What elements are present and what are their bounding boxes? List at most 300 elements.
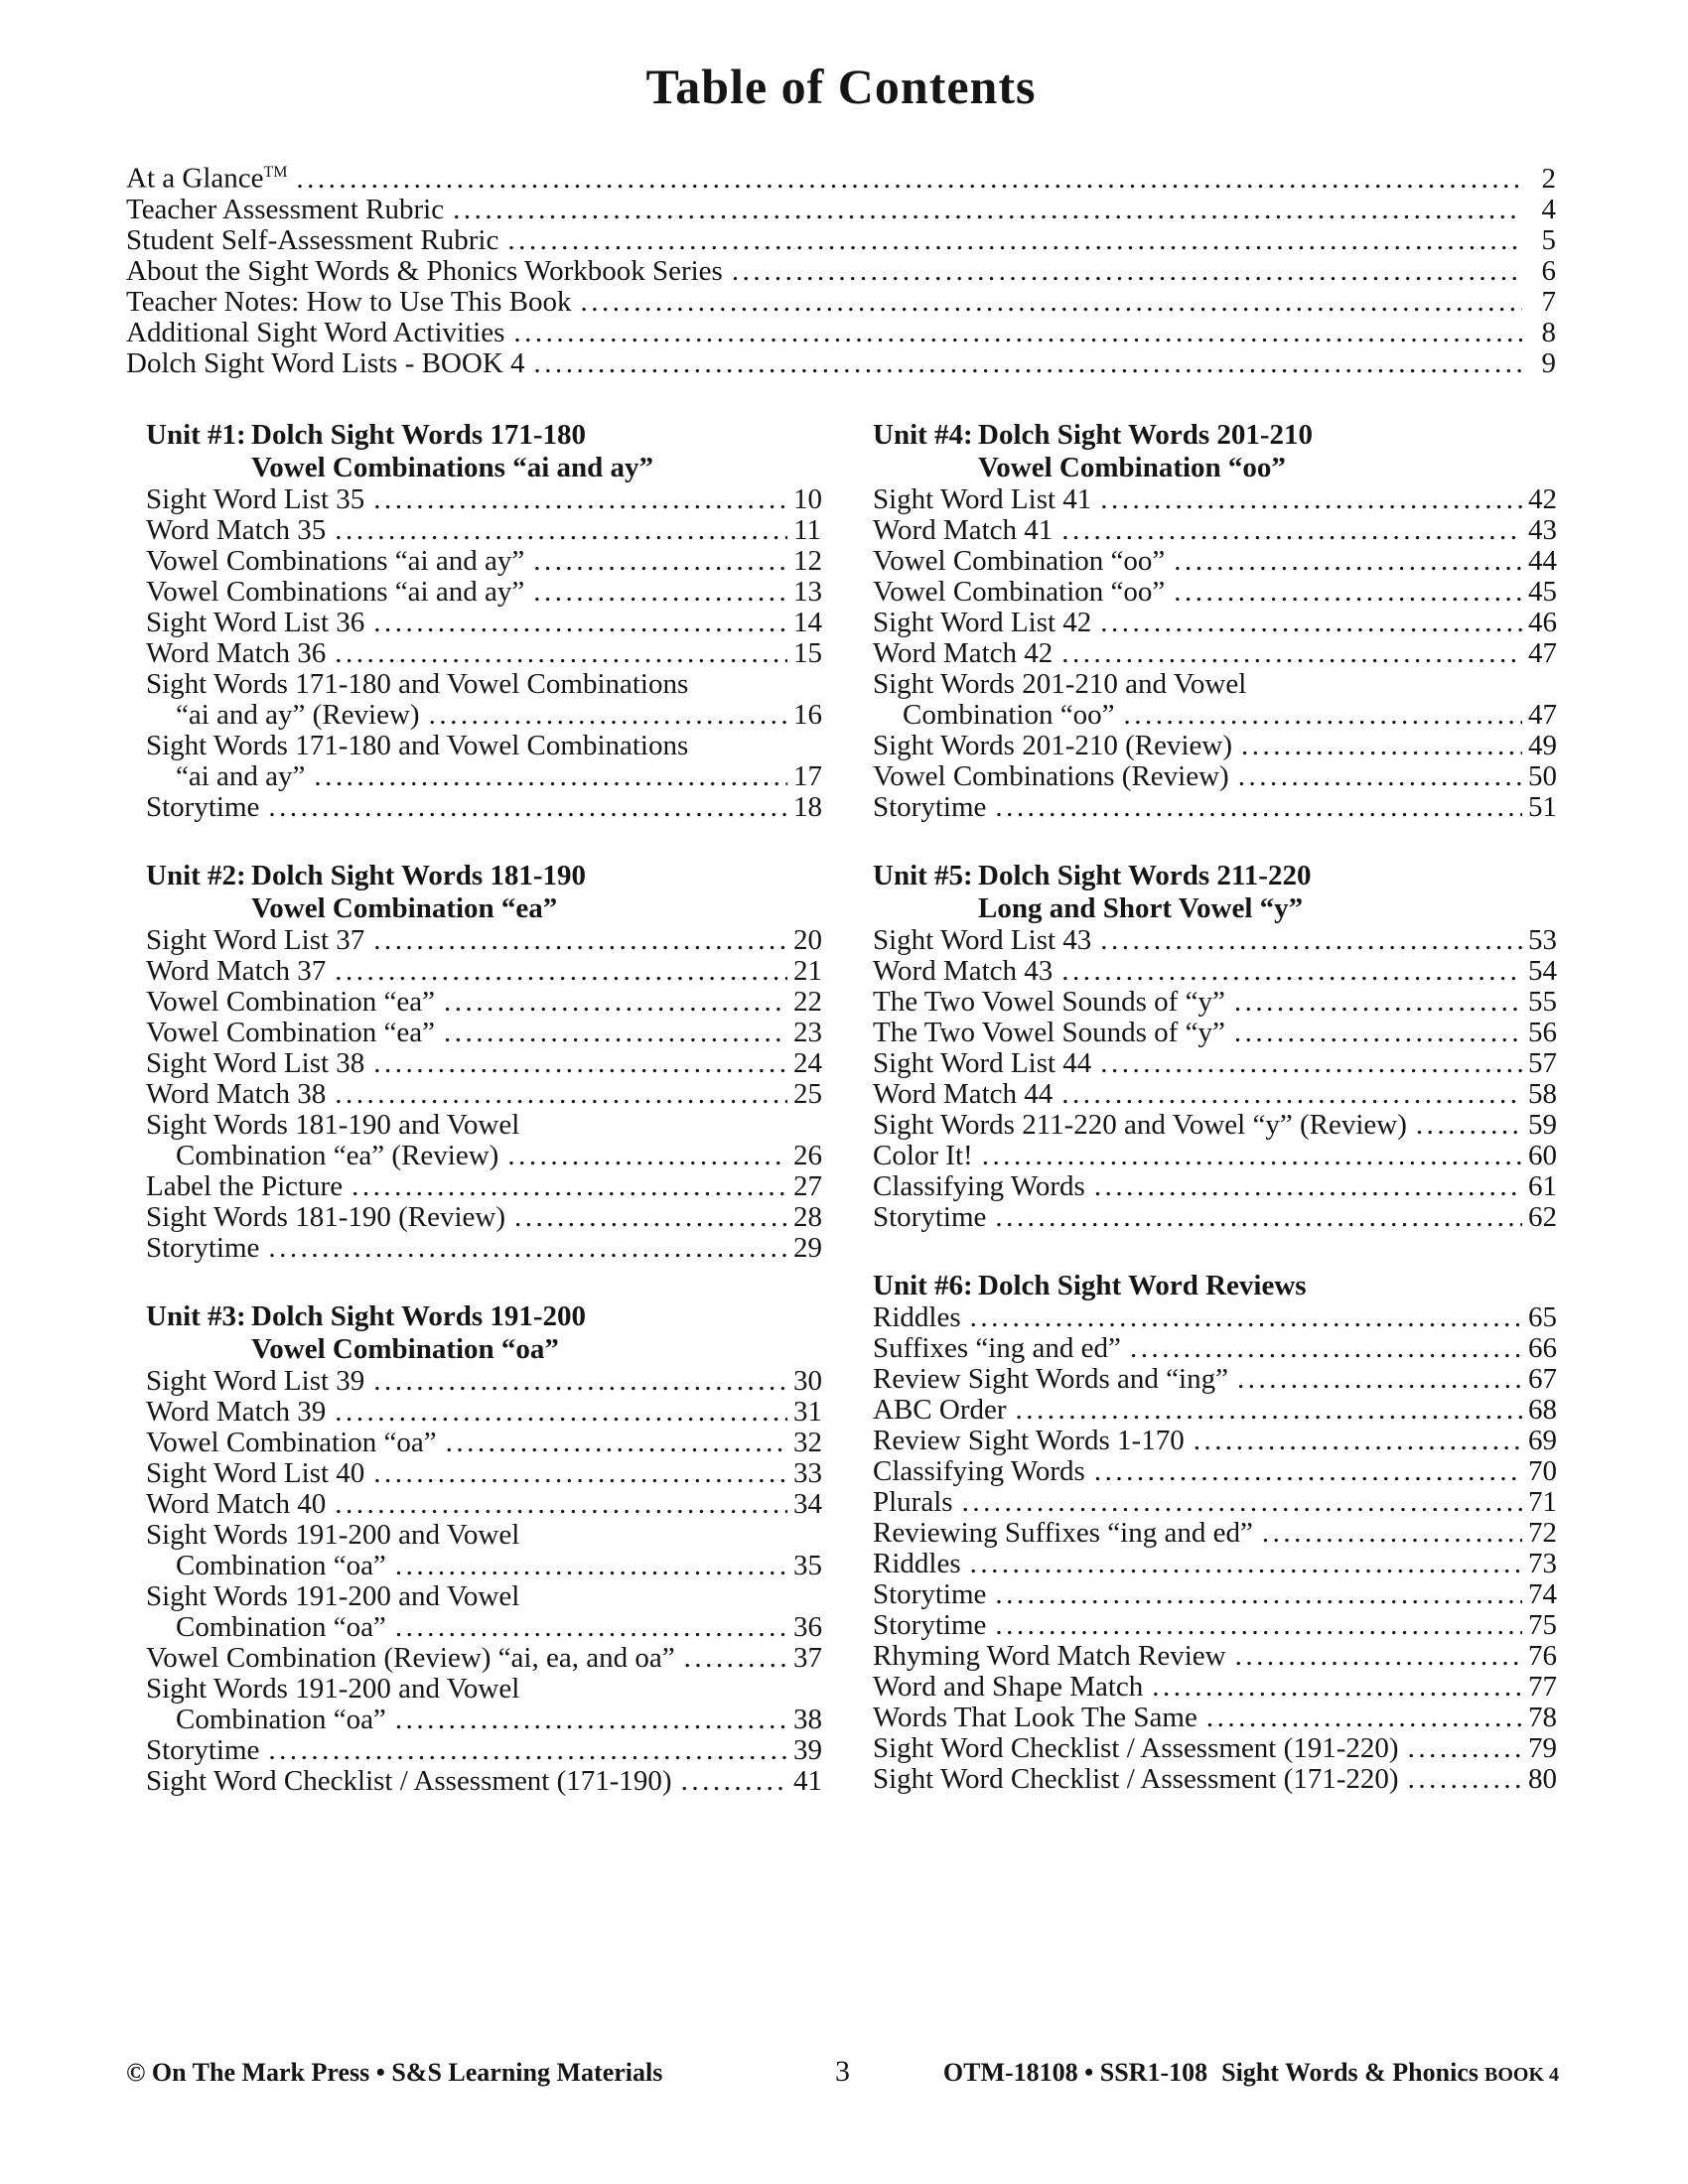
entry-label: ABC Order — [873, 1393, 1007, 1426]
entry-page-number: 17 — [793, 759, 822, 792]
dot-leader — [1206, 1703, 1522, 1733]
dot-leader — [507, 1141, 787, 1171]
entry-page-number: 38 — [793, 1703, 822, 1735]
entry-label: Vowel Combinations (Review) — [873, 759, 1229, 792]
toc-entry — [873, 925, 1556, 956]
unit-id: Unit #6: — [873, 1269, 973, 1301]
entry-label: Riddles — [873, 1547, 961, 1579]
entry-label: Vowel Combination “oa” — [146, 1426, 437, 1458]
dot-leader — [429, 700, 787, 731]
entry-label: Sight Word List 39 — [146, 1364, 365, 1397]
entry-page-number: 51 — [1528, 790, 1557, 823]
dot-leader — [1408, 1733, 1522, 1764]
unit-title-line1: Dolch Sight Words 191-200 — [251, 1299, 587, 1332]
entry-page-number: 74 — [1528, 1577, 1557, 1610]
dot-leader — [296, 164, 1522, 195]
dot-leader — [514, 1202, 787, 1233]
toc-entry — [873, 669, 1556, 700]
entry-label: Combination “oa” — [176, 1549, 386, 1581]
toc-entry — [873, 1395, 1556, 1426]
entry-page-number: 70 — [1528, 1454, 1557, 1487]
entry-label: Word Match 37 — [146, 954, 327, 987]
toc-entry — [126, 195, 1556, 225]
entry-page-number: 7 — [1541, 285, 1556, 318]
dot-leader — [314, 761, 787, 792]
unit-section — [146, 1300, 821, 1797]
dot-leader — [1016, 1395, 1522, 1426]
entry-label: Sight Word Checklist / Assessment (171-220) — [873, 1762, 1399, 1795]
entry-page-number: 79 — [1528, 1731, 1557, 1764]
toc-entry — [146, 1397, 821, 1428]
toc-entry — [873, 1549, 1556, 1579]
footer-book-label: BOOK 4 — [1483, 2064, 1559, 2086]
entry-page-number: 69 — [1528, 1424, 1557, 1456]
footer-code: OTM-18108 • SSR1-108 — [942, 2058, 1208, 2087]
footer-imprint — [903, 2058, 1560, 2088]
toc-entry — [873, 577, 1556, 608]
dot-leader — [444, 987, 787, 1018]
entry-page-number: 21 — [793, 954, 822, 987]
entry-page-number: 35 — [793, 1549, 822, 1581]
toc-entry — [146, 1366, 821, 1397]
toc-entry — [146, 956, 821, 987]
entry-label: Sight Words 191-200 and Vowel — [146, 1672, 520, 1705]
dot-leader — [1100, 925, 1522, 956]
entry-label: Sight Words 171-180 and Vowel Combinations — [146, 729, 689, 761]
toc-entry — [146, 1674, 821, 1705]
entry-page-number: 5 — [1541, 223, 1556, 256]
dot-leader — [995, 1202, 1522, 1233]
dot-leader — [268, 1735, 787, 1766]
dot-leader — [1061, 515, 1522, 546]
dot-leader — [1237, 1364, 1522, 1395]
toc-entry — [126, 348, 1556, 379]
entry-page-number: 71 — [1528, 1485, 1557, 1518]
dot-leader — [1234, 1018, 1522, 1048]
unit-title-line2: Vowel Combination “oo” — [978, 451, 1286, 483]
dot-leader — [580, 287, 1522, 318]
entry-page-number: 77 — [1528, 1670, 1557, 1703]
entry-page-number: 44 — [1528, 544, 1557, 577]
dot-leader — [1100, 608, 1522, 638]
entry-page-number: 59 — [1528, 1108, 1557, 1141]
toc-entry — [146, 608, 821, 638]
entry-label: The Two Vowel Sounds of “y” — [873, 1016, 1225, 1048]
dot-leader — [1061, 1079, 1522, 1110]
toc-entry — [873, 1302, 1556, 1333]
toc-entry — [146, 638, 821, 669]
page-title: Table of Contents — [645, 59, 1037, 114]
dot-leader — [1152, 1672, 1522, 1703]
dot-leader — [453, 195, 1522, 225]
entry-page-number: 26 — [793, 1139, 822, 1171]
entry-page-number: 43 — [1528, 513, 1557, 546]
toc-entry — [873, 546, 1556, 577]
dot-leader — [533, 546, 787, 577]
entry-page-number: 47 — [1528, 698, 1557, 731]
toc-entry — [873, 638, 1556, 669]
dot-leader — [373, 1048, 787, 1079]
entry-label: Sight Word List 36 — [146, 606, 365, 638]
entry-label: Word Match 44 — [873, 1077, 1054, 1110]
entry-label: Sight Word List 38 — [146, 1046, 365, 1079]
unit-title-line1: Dolch Sight Words 201-210 — [978, 418, 1314, 451]
toc-entry — [873, 1202, 1556, 1233]
dot-leader — [1174, 577, 1522, 608]
toc-entry — [146, 1171, 821, 1202]
dot-leader — [1235, 1641, 1522, 1672]
dot-leader — [995, 1579, 1522, 1610]
entry-page-number: 11 — [793, 513, 821, 546]
entry-page-number: 24 — [793, 1046, 822, 1079]
dot-leader — [1416, 1110, 1522, 1141]
toc-entry — [873, 1610, 1556, 1641]
toc-entry — [146, 1233, 821, 1264]
dot-leader — [1094, 1171, 1522, 1202]
toc-entry — [126, 318, 1556, 348]
entry-label: At a Glance™ — [126, 162, 288, 195]
entry-label: Sight Words 171-180 and Vowel Combinations — [146, 667, 689, 700]
entry-page-number: 27 — [793, 1169, 822, 1202]
toc-entry — [873, 608, 1556, 638]
entry-page-number: 65 — [1528, 1300, 1557, 1333]
entry-label: Word Match 43 — [873, 954, 1054, 987]
toc-entry — [146, 546, 821, 577]
dot-leader — [373, 925, 787, 956]
toc-page — [126, 58, 1556, 1797]
unit-title-line2: Vowel Combination “ea” — [251, 891, 558, 924]
entry-label: Sight Word List 35 — [146, 482, 365, 515]
entry-label: Teacher Assessment Rubric — [126, 193, 445, 225]
entry-page-number: 41 — [793, 1764, 822, 1797]
dot-leader — [373, 608, 787, 638]
toc-entry — [873, 1364, 1556, 1395]
dot-leader — [395, 1705, 787, 1735]
entry-page-number: 30 — [793, 1364, 822, 1397]
dot-leader — [982, 1141, 1522, 1171]
toc-entry — [126, 256, 1556, 287]
dot-leader — [335, 515, 787, 546]
entry-label: Sight Word Checklist / Assessment (171-190) — [146, 1764, 672, 1797]
toc-entry — [873, 1579, 1556, 1610]
toc-entry — [873, 1641, 1556, 1672]
entry-label: Vowel Combination “oo” — [873, 544, 1166, 577]
entry-label: Vowel Combination “ea” — [146, 985, 436, 1018]
toc-entry — [146, 1643, 821, 1674]
toc-entry — [146, 761, 821, 792]
dot-leader — [268, 792, 787, 823]
unit-id: Unit #1: — [146, 418, 246, 451]
toc-entry — [873, 515, 1556, 546]
toc-entry — [146, 1428, 821, 1458]
dot-leader — [335, 1079, 787, 1110]
footer-page-number: 3 — [835, 2055, 850, 2088]
dot-leader — [1100, 484, 1522, 515]
entry-page-number: 25 — [793, 1077, 822, 1110]
toc-entry — [873, 1456, 1556, 1487]
unit-heading — [146, 419, 821, 484]
entry-page-number: 33 — [793, 1456, 822, 1489]
toc-entry — [873, 1171, 1556, 1202]
unit-section — [873, 860, 1556, 1233]
entry-label: Word Match 39 — [146, 1395, 327, 1428]
entry-page-number: 28 — [793, 1200, 822, 1233]
unit-id: Unit #2: — [146, 859, 246, 891]
unit-id: Unit #3: — [146, 1299, 246, 1332]
entry-label: Vowel Combination “ea” — [146, 1016, 436, 1048]
entry-page-number: 22 — [793, 985, 822, 1018]
entry-page-number: 62 — [1528, 1200, 1557, 1233]
dot-leader — [335, 956, 787, 987]
toc-entry — [146, 1458, 821, 1489]
dot-leader — [268, 1233, 787, 1264]
entry-label: Sight Word List 42 — [873, 606, 1092, 638]
entry-label: Classifying Words — [873, 1454, 1085, 1487]
entry-label: Sight Words 211-220 and Vowel “y” (Review) — [873, 1108, 1407, 1141]
entry-page-number: 32 — [793, 1426, 822, 1458]
entry-page-number: 68 — [1528, 1393, 1557, 1426]
entry-page-number: 39 — [793, 1733, 822, 1766]
dot-leader — [533, 577, 787, 608]
toc-entry — [146, 1735, 821, 1766]
footer — [126, 2055, 1559, 2089]
entry-label: Label the Picture — [146, 1169, 344, 1202]
unit-title-line1: Dolch Sight Word Reviews — [978, 1269, 1307, 1301]
entry-page-number: 15 — [793, 636, 822, 669]
dot-leader — [732, 256, 1522, 287]
toc-entry — [873, 1672, 1556, 1703]
dot-leader — [995, 1610, 1522, 1641]
entry-label: Word Match 41 — [873, 513, 1054, 546]
entry-page-number: 18 — [793, 790, 822, 823]
unit-title-line1: Dolch Sight Words 171-180 — [251, 418, 587, 451]
dot-leader — [1408, 1764, 1522, 1795]
toc-entry — [873, 1764, 1556, 1795]
toc-entry — [873, 1333, 1556, 1364]
unit-heading — [146, 860, 821, 925]
unit-title-line2: Vowel Combination “oa” — [251, 1332, 559, 1365]
entry-label: Additional Sight Word Activities — [126, 316, 505, 348]
toc-entry — [146, 515, 821, 546]
unit-title-line1: Dolch Sight Words 211-220 — [978, 859, 1312, 891]
entry-label: Sight Word List 37 — [146, 923, 365, 956]
dot-leader — [1241, 731, 1522, 761]
dot-leader — [995, 792, 1522, 823]
toc-entry — [146, 484, 821, 515]
unit-title-line2: Long and Short Vowel “y” — [978, 891, 1304, 924]
unit-title-line1: Dolch Sight Words 181-190 — [251, 859, 587, 891]
footer-series: Sight Words & Phonics — [1221, 2058, 1478, 2087]
toc-entry — [146, 1612, 821, 1643]
entry-page-number: 66 — [1528, 1331, 1557, 1364]
entry-page-number: 23 — [793, 1016, 822, 1048]
unit-section — [146, 419, 821, 823]
dot-leader — [1194, 1426, 1522, 1456]
toc-entry — [146, 1581, 821, 1612]
entry-page-number: 56 — [1528, 1016, 1557, 1048]
entry-page-number: 61 — [1528, 1169, 1557, 1202]
unit-heading — [873, 1270, 1556, 1302]
dot-leader — [395, 1612, 787, 1643]
dot-leader — [1061, 956, 1522, 987]
entry-page-number: 75 — [1528, 1608, 1557, 1641]
entry-label: Vowel Combination (Review) “ai, ea, and oa” — [146, 1641, 675, 1674]
toc-columns — [126, 419, 1556, 1797]
entry-label: Storytime — [873, 790, 987, 823]
dot-leader — [1262, 1518, 1522, 1549]
entry-label: The Two Vowel Sounds of “y” — [873, 985, 1225, 1018]
entry-page-number: 14 — [793, 606, 822, 638]
footer-copyright: © On The Mark Press • S&S Learning Materials — [126, 2058, 663, 2087]
entry-label: Teacher Notes: How to Use This Book — [126, 285, 572, 318]
entry-label: Words That Look The Same — [873, 1701, 1197, 1733]
toc-entry — [146, 792, 821, 823]
entry-label: Dolch Sight Word Lists - BOOK 4 — [126, 346, 525, 379]
toc-entry — [146, 1079, 821, 1110]
entry-page-number: 37 — [793, 1641, 822, 1674]
dot-leader — [395, 1551, 787, 1581]
toc-entry — [873, 1141, 1556, 1171]
entry-page-number: 20 — [793, 923, 822, 956]
dot-leader — [513, 318, 1522, 348]
entry-label: Combination “oa” — [176, 1703, 386, 1735]
dot-leader — [534, 348, 1522, 379]
entry-label: Sight Word List 43 — [873, 923, 1092, 956]
entry-page-number: 49 — [1528, 729, 1557, 761]
toc-entry — [873, 731, 1556, 761]
dot-leader — [1174, 546, 1522, 577]
entry-label: Sight Word List 40 — [146, 1456, 365, 1489]
toc-entry — [873, 1733, 1556, 1764]
entry-label: Sight Word List 41 — [873, 482, 1092, 515]
toc-entry — [146, 1489, 821, 1520]
unit-heading — [146, 1300, 821, 1366]
entry-label: Sight Words 201-210 (Review) — [873, 729, 1233, 761]
entry-page-number: 54 — [1528, 954, 1557, 987]
trademark-superscript: TM — [263, 164, 288, 181]
toc-entry — [873, 1703, 1556, 1733]
entry-label: Word Match 35 — [146, 513, 327, 546]
entry-page-number: 13 — [793, 575, 822, 608]
dot-leader — [962, 1487, 1522, 1518]
toc-entry — [126, 287, 1556, 318]
toc-entry — [146, 577, 821, 608]
unit-title-line2: Vowel Combinations “ai and ay” — [251, 451, 654, 483]
unit-id: Unit #5: — [873, 859, 973, 891]
entry-label: Word Match 38 — [146, 1077, 327, 1110]
entry-page-number: 46 — [1528, 606, 1557, 638]
toc-entry — [146, 987, 821, 1018]
entry-page-number: 36 — [793, 1610, 822, 1643]
entry-page-number: 16 — [793, 698, 822, 731]
toc-entry — [873, 987, 1556, 1018]
entry-label: Reviewing Suffixes “ing and ed” — [873, 1516, 1253, 1549]
column-gap — [821, 419, 873, 1797]
entry-page-number: 9 — [1541, 346, 1556, 379]
entry-page-number: 73 — [1528, 1547, 1557, 1579]
entry-label: Word Match 36 — [146, 636, 327, 669]
entry-label: Word and Shape Match — [873, 1670, 1144, 1703]
entry-label: Storytime — [873, 1577, 987, 1610]
entry-label: Storytime — [146, 1733, 260, 1766]
entry-page-number: 42 — [1528, 482, 1557, 515]
entry-label: Combination “oa” — [176, 1610, 386, 1643]
dot-leader — [681, 1766, 787, 1797]
dot-leader — [684, 1643, 787, 1674]
entry-page-number: 12 — [793, 544, 822, 577]
entry-page-number: 57 — [1528, 1046, 1557, 1079]
entry-page-number: 34 — [793, 1487, 822, 1520]
toc-column-left — [126, 419, 821, 1797]
entry-label: Storytime — [873, 1608, 987, 1641]
entry-label: Vowel Combinations “ai and ay” — [146, 544, 525, 577]
toc-entry — [146, 731, 821, 761]
entry-label: Riddles — [873, 1300, 961, 1333]
toc-entry — [146, 1110, 821, 1141]
entry-page-number: 8 — [1541, 316, 1556, 348]
entry-label: Sight Words 201-210 and Vowel — [873, 667, 1247, 700]
entry-page-number: 55 — [1528, 985, 1557, 1018]
unit-heading — [873, 860, 1556, 925]
toc-entry — [873, 956, 1556, 987]
dot-leader — [373, 1458, 787, 1489]
unit-id: Unit #4: — [873, 418, 973, 451]
entry-page-number: 76 — [1528, 1639, 1557, 1672]
dot-leader — [352, 1171, 787, 1202]
entry-label: About the Sight Words & Phonics Workbook Series — [126, 254, 723, 287]
dot-leader — [970, 1302, 1522, 1333]
dot-leader — [335, 1489, 787, 1520]
entry-page-number: 53 — [1528, 923, 1557, 956]
entry-page-number: 4 — [1541, 193, 1556, 225]
dot-leader — [507, 225, 1522, 256]
front-matter-list — [126, 157, 1556, 379]
toc-entry — [146, 1766, 821, 1797]
toc-entry — [146, 700, 821, 731]
entry-label: Review Sight Words 1-170 — [873, 1424, 1185, 1456]
entry-label: “ai and ay” — [176, 759, 306, 792]
dot-leader — [1094, 1456, 1522, 1487]
toc-entry — [126, 157, 1556, 195]
unit-section — [146, 860, 821, 1264]
dot-leader — [1123, 700, 1522, 731]
entry-page-number: 72 — [1528, 1516, 1557, 1549]
entry-page-number: 80 — [1528, 1762, 1557, 1795]
unit-section — [873, 419, 1556, 823]
entry-page-number: 45 — [1528, 575, 1557, 608]
toc-entry — [146, 1520, 821, 1551]
entry-page-number: 67 — [1528, 1362, 1557, 1395]
entry-label: Word Match 42 — [873, 636, 1054, 669]
entry-page-number: 29 — [793, 1231, 822, 1264]
entry-label: Color It! — [873, 1139, 973, 1171]
toc-entry — [873, 792, 1556, 823]
entry-label: Storytime — [873, 1200, 987, 1233]
entry-label: Sight Word Checklist / Assessment (191-220) — [873, 1731, 1399, 1764]
entry-page-number: 2 — [1541, 162, 1556, 195]
toc-entry — [873, 1426, 1556, 1456]
entry-page-number: 60 — [1528, 1139, 1557, 1171]
dot-leader — [1130, 1333, 1522, 1364]
toc-entry — [873, 1079, 1556, 1110]
toc-entry — [873, 1518, 1556, 1549]
entry-label: Sight Words 181-190 (Review) — [146, 1200, 506, 1233]
unit-section — [873, 1270, 1556, 1795]
entry-page-number: 78 — [1528, 1701, 1557, 1733]
toc-entry — [146, 1202, 821, 1233]
dot-leader — [373, 1366, 787, 1397]
toc-entry — [873, 1110, 1556, 1141]
